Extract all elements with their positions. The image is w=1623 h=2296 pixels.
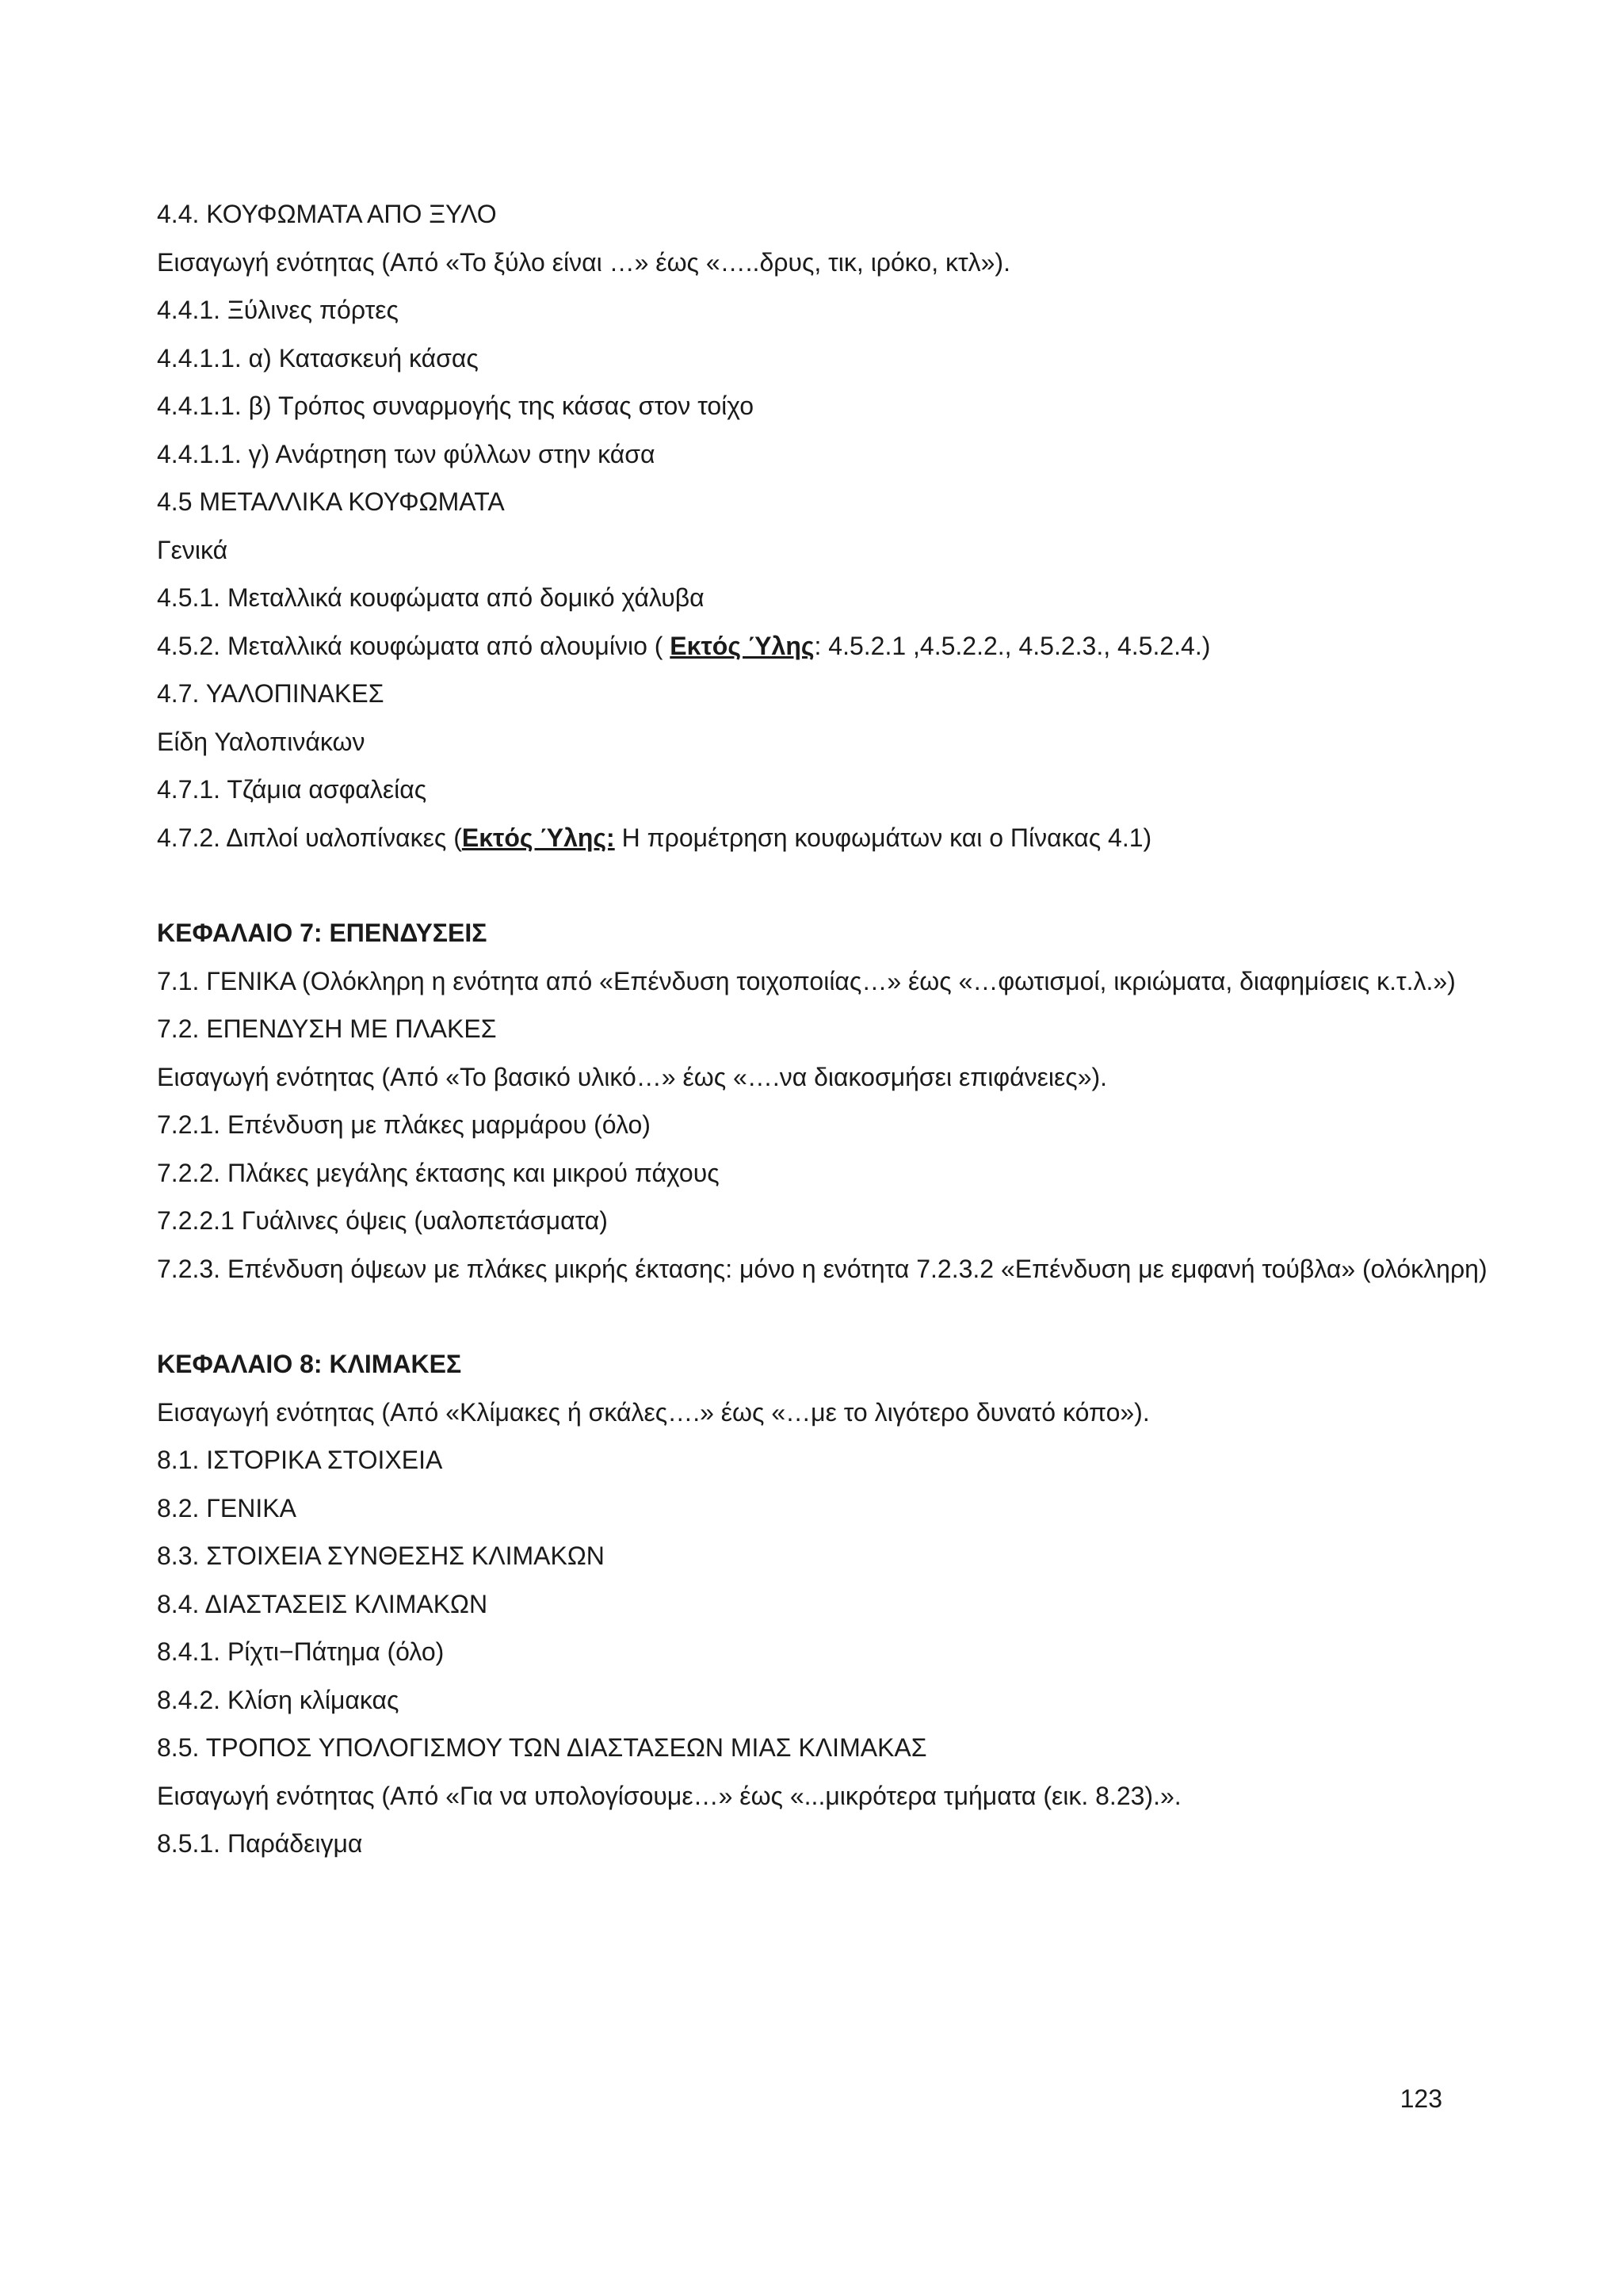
list-item: 4.7.1. Τζάμια ασφαλείας — [157, 775, 427, 804]
list-item: 8.3. ΣΤΟΙΧΕΙΑ ΣΥΝΘΕΣΗΣ ΚΛΙΜΑΚΩΝ — [157, 1541, 605, 1570]
list-item: 4.4.1.1. α) Κατασκευή κάσας — [157, 343, 479, 372]
list-item: Εισαγωγή ενότητας (Από «Για να υπολογίσουμε…» έως «...μικρότερα τμήματα (εικ. 8.23).». — [157, 1781, 1182, 1810]
list-item: Εισαγωγή ενότητας (Από «Το βασικό υλικό…» έως «….να διακοσμήσει επιφάνειες»). — [157, 1062, 1108, 1091]
list-item: 8.5.1. Παράδειγμα — [157, 1829, 363, 1858]
list-item: 7.2.1. Επένδυση με πλάκες μαρμάρου (όλο) — [157, 1110, 651, 1139]
list-item: 4.4.1. Ξύλινες πόρτες — [157, 296, 399, 324]
list-item: 7.2. ΕΠΕΝΔΥΣΗ ΜΕ ΠΛΑΚΕΣ — [157, 1014, 497, 1043]
page-content — [157, 190, 1504, 1868]
list-item: Εισαγωγή ενότητας (Από «Κλίμακες ή σκάλες….» έως «…με το λιγότερο δυνατό κόπο»). — [157, 1397, 1150, 1427]
list-item-with-exclusion — [157, 814, 1504, 862]
list-item: 7.1. ΓΕΝΙΚΑ (Ολόκληρη η ενότητα από «Επένδυση τοιχοποιίας…» έως «…φωτισμοί, ικριώματα, διαφημίσεις κ.τ.λ.») — [157, 966, 1456, 995]
section-title-4-4: 4.4. ΚΟΥΦΩΜΑΤΑ ΑΠΟ ΞΥΛΟ — [157, 200, 497, 228]
item-text: : 4.5.2.1 ,4.5.2.2., 4.5.2.3., 4.5.2.4.) — [814, 631, 1211, 660]
list-item: 8.2. ΓΕΝΙΚΑ — [157, 1493, 296, 1522]
section-intro-4-4: Εισαγωγή ενότητας (Από «Το ξύλο είναι …» έως «…..δρυς, τικ, ιρόκο, κτλ»). — [157, 247, 1010, 277]
list-item: 4.4.1.1. γ) Ανάρτηση των φύλλων στην κάσα — [157, 439, 655, 468]
page-number: 123 — [1400, 2084, 1442, 2113]
list-item: 8.4. ΔΙΑΣΤΑΣΕΙΣ ΚΛΙΜΑΚΩΝ — [157, 1589, 488, 1618]
list-item-with-exclusion — [157, 622, 1504, 670]
list-item: 7.2.2. Πλάκες μεγάλης έκτασης και μικρού πάχους — [157, 1158, 720, 1187]
list-item: 8.4.2. Κλίση κλίμακας — [157, 1685, 399, 1714]
item-text: Η προμέτρηση κουφωμάτων και ο Πίνακας 4.1) — [614, 823, 1152, 852]
section-title-4-7: 4.7. ΥΑΛΟΠΙΝΑΚΕΣ — [157, 679, 384, 708]
list-item: 8.4.1. Ρίχτι−Πάτημα (όλο) — [157, 1637, 445, 1666]
item-text: 4.5.2. Μεταλλικά κουφώματα από αλουμίνιο ( — [157, 631, 670, 660]
section-title-4-5: 4.5 ΜΕΤΑΛΛΙΚΑ ΚΟΥΦΩΜΑΤΑ — [157, 487, 505, 516]
list-item: 8.1. ΙΣΤΟΡΙΚΑ ΣΤΟΙΧΕΙΑ — [157, 1446, 443, 1474]
chapter-heading-7: ΚΕΦΑΛΑΙΟ 7: ΕΠΕΝΔΥΣΕΙΣ — [157, 919, 487, 947]
exclusion-label: Εκτός Ύλης: — [461, 823, 615, 852]
chapter-heading-8: ΚΕΦΑΛΑΙΟ 8: ΚΛΙΜΑΚΕΣ — [157, 1350, 462, 1378]
list-item: 4.4.1.1. β) Τρόπος συναρμογής της κάσας στον τοίχο — [157, 392, 754, 420]
list-item: 7.2.3. Επένδυση όψεων με πλάκες μικρής έκτασης: μόνο η ενότητα 7.2.3.2 «Επένδυση με εμφανή τούβλα» (ολόκληρη) — [157, 1254, 1487, 1283]
exclusion-label: Εκτός Ύλης — [670, 631, 815, 660]
section-general-4-5: Γενικά — [157, 535, 228, 564]
list-item: 8.5. ΤΡΟΠΟΣ ΥΠΟΛΟΓΙΣΜΟΥ ΤΩΝ ΔΙΑΣΤΑΣΕΩΝ ΜΙΑΣ ΚΛΙΜΑΚΑΣ — [157, 1733, 927, 1762]
section-types-4-7: Είδη Υαλοπινάκων — [157, 727, 365, 756]
item-text: 4.7.2. Διπλοί υαλοπίνακες ( — [157, 823, 462, 852]
list-item: 7.2.2.1 Γυάλινες όψεις (υαλοπετάσματα) — [157, 1206, 608, 1235]
list-item: 4.5.1. Μεταλλικά κουφώματα από δομικό χάλυβα — [157, 583, 705, 612]
